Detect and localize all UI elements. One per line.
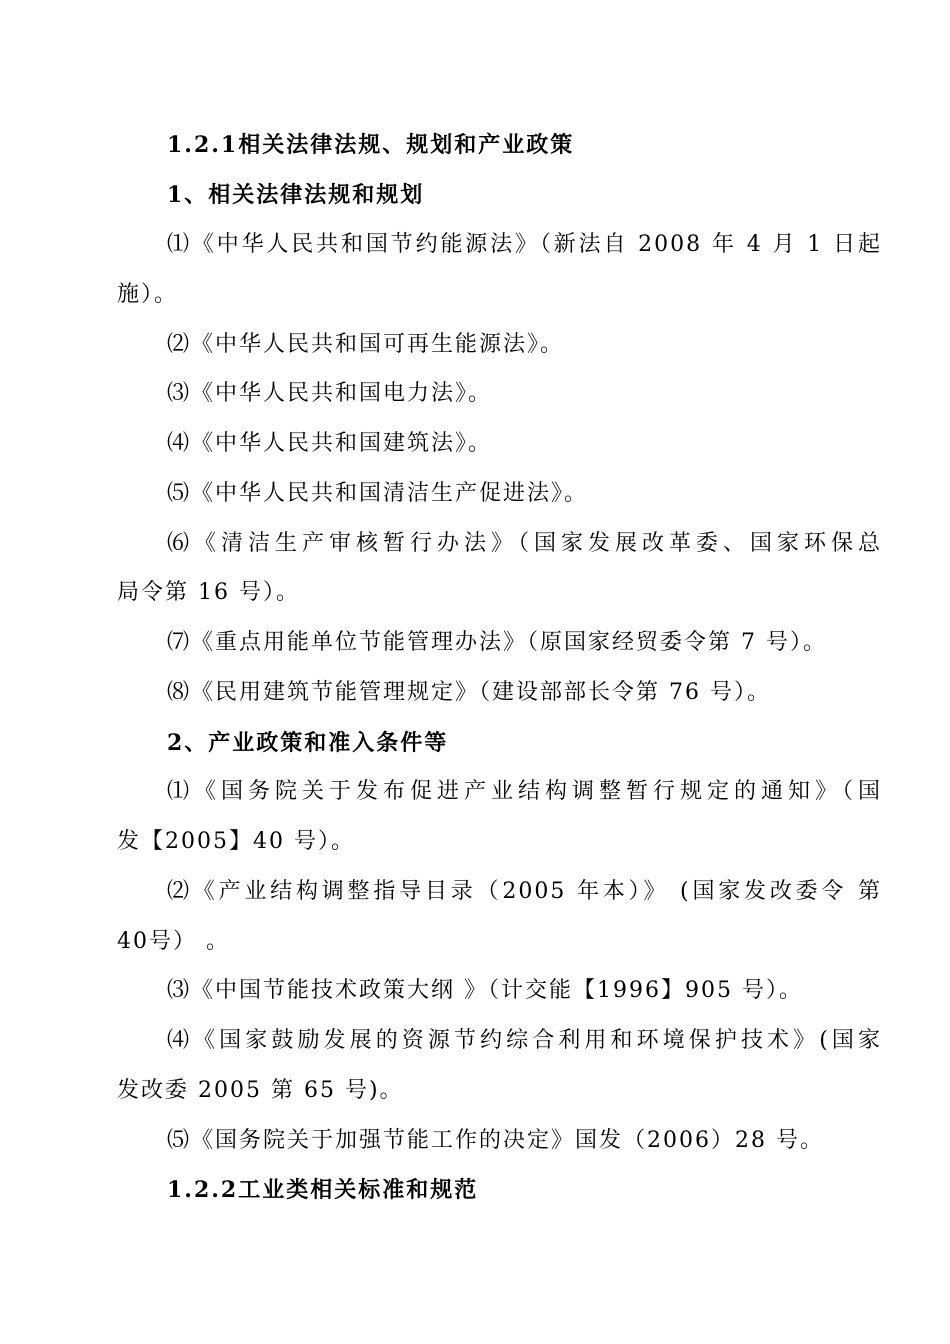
law-item-4: ⑷《中华人民共和国建筑法》。 — [167, 431, 493, 456]
law-item-3: ⑶《中华人民共和国电力法》。 — [167, 381, 493, 406]
policy-item-5: ⑸《国务院关于加强节能工作的决定》国发（2006）28 号。 — [167, 1128, 824, 1153]
law-item-6-line-2: 局令第 16 号）。 — [117, 580, 300, 605]
law-item-5: ⑸《中华人民共和国清洁生产促进法》。 — [167, 481, 589, 506]
section-heading-1-2-1: 1.2.1相关法律法规、规划和产业政策 — [167, 132, 575, 158]
section-heading-1-2-2: 1.2.2工业类相关标准和规范 — [167, 1177, 479, 1203]
policy-item-3: ⑶《中国节能技术政策大纲 》（计交能【1996】905 号）。 — [167, 978, 803, 1003]
law-item-7: ⑺《重点用能单位节能管理办法》（原国家经贸委令第 7 号）。 — [167, 630, 827, 655]
policy-item-1-line-1: ⑴《国务院关于发布促进产业结构调整暂行规定的通知》（国 — [167, 779, 882, 804]
policy-item-4-line-2: 发改委 2005 第 65 号)。 — [117, 1078, 404, 1103]
law-item-1-line-2: 施）。 — [117, 282, 179, 307]
policy-item-2-line-2: 40号） 。 — [117, 929, 230, 954]
law-item-1-line-1: ⑴《中华人民共和国节约能源法》（新法自 2008 年 4 月 1 日起 — [167, 232, 882, 257]
law-item-2: ⑵《中华人民共和国可再生能源法》。 — [167, 332, 565, 357]
law-item-6-line-1: ⑹《清洁生产审核暂行办法》（国家发展改革委、国家环保总 — [167, 531, 882, 556]
subsection-title-laws: 1、相关法律法规和规划 — [167, 182, 425, 208]
policy-item-1-line-2: 发【2005】40 号）。 — [117, 829, 355, 854]
subsection-title-policies: 2、产业政策和准入条件等 — [167, 730, 449, 756]
policy-item-2-line-1: ⑵《产业结构调整指导目录（2005 年本）》 (国家发改委令 第 — [167, 879, 882, 904]
policy-item-4-line-1: ⑷《国家鼓励发展的资源节约综合利用和环境保护技术》(国家 — [167, 1028, 882, 1053]
law-item-8: ⑻《民用建筑节能管理规定》（建设部部长令第 76 号）。 — [167, 680, 771, 705]
